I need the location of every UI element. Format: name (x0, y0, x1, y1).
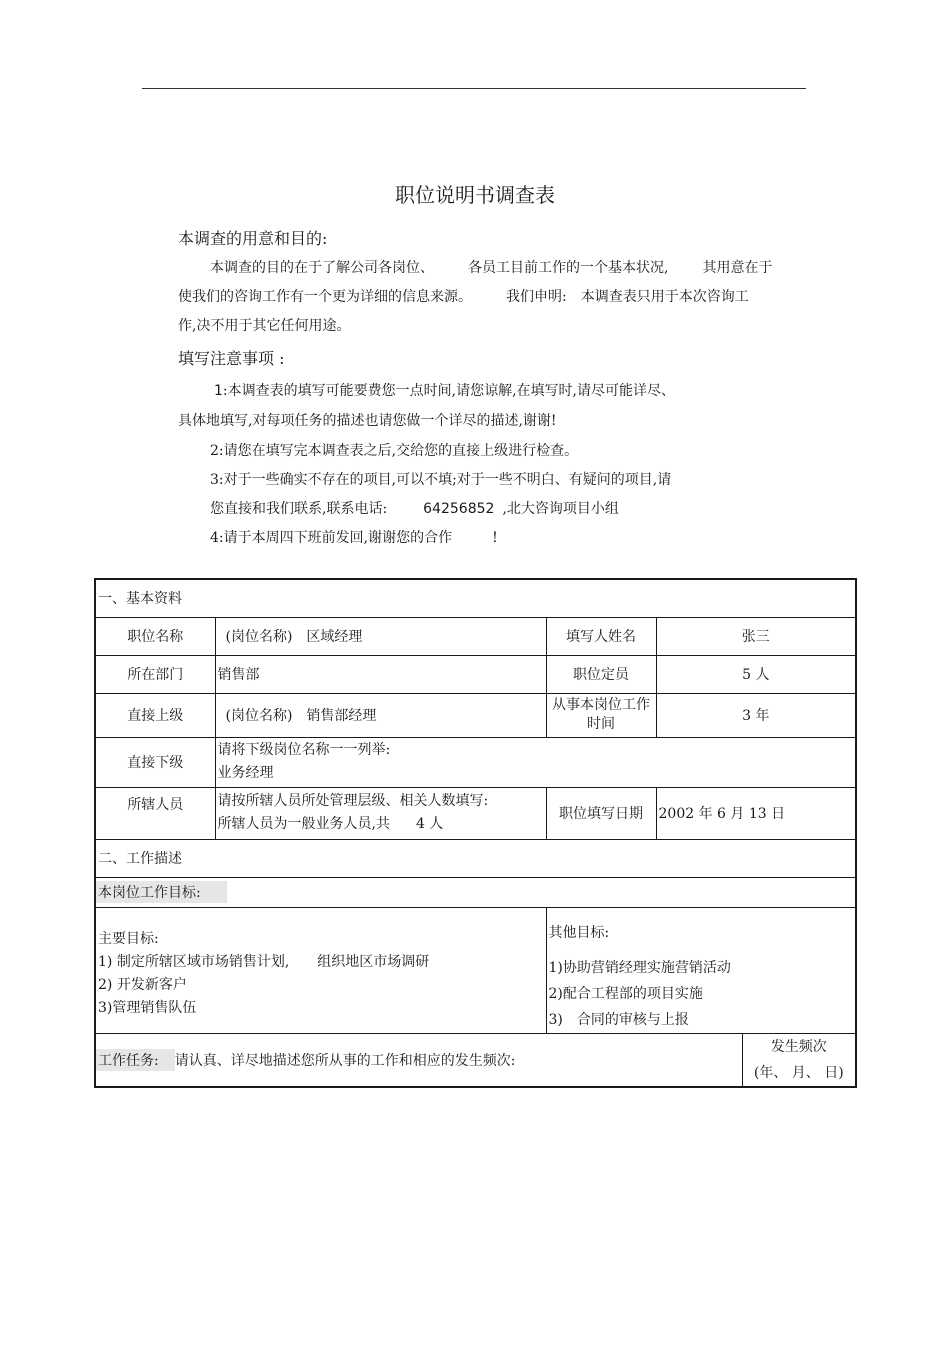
purpose-heading: 本调查的用意和目的: (178, 229, 328, 248)
staff-cell (215, 787, 546, 839)
subordinate-label: 直接下级 (95, 737, 215, 787)
purpose-line-2 (178, 286, 749, 306)
other-goal-2: 2)配合工程部的项目实施 (548, 985, 703, 1002)
fill-date-label: 职位填写日期 (546, 787, 656, 839)
staff-instruction: 请按所辖人员所处管理层级、相关人数填写: (217, 793, 489, 809)
note-1-line-2: 具体地填写,对每项任务的描述也请您做一个详尽的描述,谢谢! (178, 413, 557, 429)
header-rule (142, 88, 806, 89)
work-task-cell (95, 1033, 742, 1087)
note-2: 2:请您在填写完本调查表之后,交给您的直接上级进行检查。 (210, 443, 579, 459)
section-basic-info: 一、基本资料 (95, 579, 856, 617)
work-goal-row (95, 877, 856, 907)
work-task-instruction: 请认真、详尽地描述您所从事的工作和相应的发生频次: (174, 1052, 516, 1069)
frequency-cell (742, 1033, 856, 1087)
frequency-title: 发生频次 (770, 1038, 827, 1055)
note-4-mark: ! (492, 530, 498, 546)
note-3-group: ,北大咨询项目小组 (502, 501, 619, 517)
subordinate-value: 业务经理 (217, 765, 274, 781)
main-goals-cell (95, 907, 546, 1033)
tenure-value: 3 年 (656, 693, 856, 737)
note-1-text: :本调查表的填写可能要费您一点时间,请您谅解,在填写时,请尽可能详尽、 (222, 383, 675, 399)
survey-form-table (94, 578, 857, 1088)
main-goal-1-a: 1) 制定所辖区域市场销售计划, (98, 953, 290, 970)
work-task-label: 工作任务: (96, 1049, 175, 1071)
frequency-units: (年、 月、 日) (753, 1064, 844, 1081)
other-goals-cell (546, 907, 856, 1033)
filler-name-label: 填写人姓名 (546, 617, 656, 655)
purpose-line-2-a: 使我们的咨询工作有一个更为详细的信息来源。 (178, 289, 472, 305)
purpose-line-1-a: 本调查的目的在于了解公司各岗位、 (210, 260, 434, 276)
position-value: (岗位名称) 区域经理 (215, 617, 546, 655)
note-4 (210, 527, 498, 547)
page-title: 职位说明书调查表 (395, 183, 555, 207)
tenure-label: 从事本岗位工作时间 (546, 693, 656, 737)
headcount-value: 5 人 (656, 655, 856, 693)
superior-label: 直接上级 (95, 693, 215, 737)
note-1-number: 1 (214, 383, 223, 399)
note-3-line-1: 3:对于一些确实不存在的项目,可以不填;对于一些不明白、有疑问的项目,请 (210, 472, 672, 488)
staff-count: 4 人 (415, 816, 444, 832)
other-goals-title: 其他目标: (548, 924, 610, 941)
purpose-line-2-c: 本调查表只用于本次咨询工 (580, 289, 749, 305)
note-3-text: 您直接和我们联系,联系电话: (210, 501, 388, 517)
note-1-line-1 (214, 380, 675, 400)
department-value: 销售部 (215, 655, 546, 693)
notes-heading: 填写注意事项 : (178, 349, 285, 368)
fill-date-value: 2002 年 6 月 13 日 (656, 787, 856, 839)
superior-value: (岗位名称) 销售部经理 (215, 693, 546, 737)
section-job-description: 二、工作描述 (95, 839, 856, 877)
main-goal-2: 2) 开发新客户 (98, 976, 187, 993)
purpose-line-1 (210, 257, 772, 277)
note-3-line-2 (210, 498, 619, 518)
main-goal-1-b: 组织地区市场调研 (317, 953, 430, 970)
subordinate-instruction: 请将下级岗位名称一一列举: (217, 742, 391, 758)
department-label: 所在部门 (95, 655, 215, 693)
contact-phone: 64256852 (423, 501, 495, 517)
staff-label: 所辖人员 (95, 787, 215, 839)
filler-name-value: 张三 (656, 617, 856, 655)
purpose-line-1-b: 各员工目前工作的一个基本状况, (468, 260, 669, 276)
purpose-line-3: 作,决不用于其它任何用途。 (178, 318, 351, 334)
main-goal-1 (98, 951, 546, 974)
purpose-line-1-c: 其用意在于 (702, 260, 773, 276)
note-4-text: 4:请于本周四下班前发回,谢谢您的合作 (210, 530, 453, 546)
headcount-label: 职位定员 (546, 655, 656, 693)
other-goal-3: 3) 合同的审核与上报 (548, 1011, 689, 1028)
main-goals-title: 主要目标: (98, 930, 159, 947)
staff-value-text: 所辖人员为一般业务人员,共 (217, 816, 390, 832)
staff-value (218, 813, 546, 836)
main-goal-3: 3)管理销售队伍 (98, 999, 197, 1016)
position-label: 职位名称 (95, 617, 215, 655)
subordinate-cell (215, 737, 856, 787)
other-goal-1: 1)协助营销经理实施营销活动 (548, 959, 731, 976)
purpose-line-2-b: 我们申明: (506, 289, 567, 305)
work-goal-label: 本岗位工作目标: (96, 881, 227, 903)
